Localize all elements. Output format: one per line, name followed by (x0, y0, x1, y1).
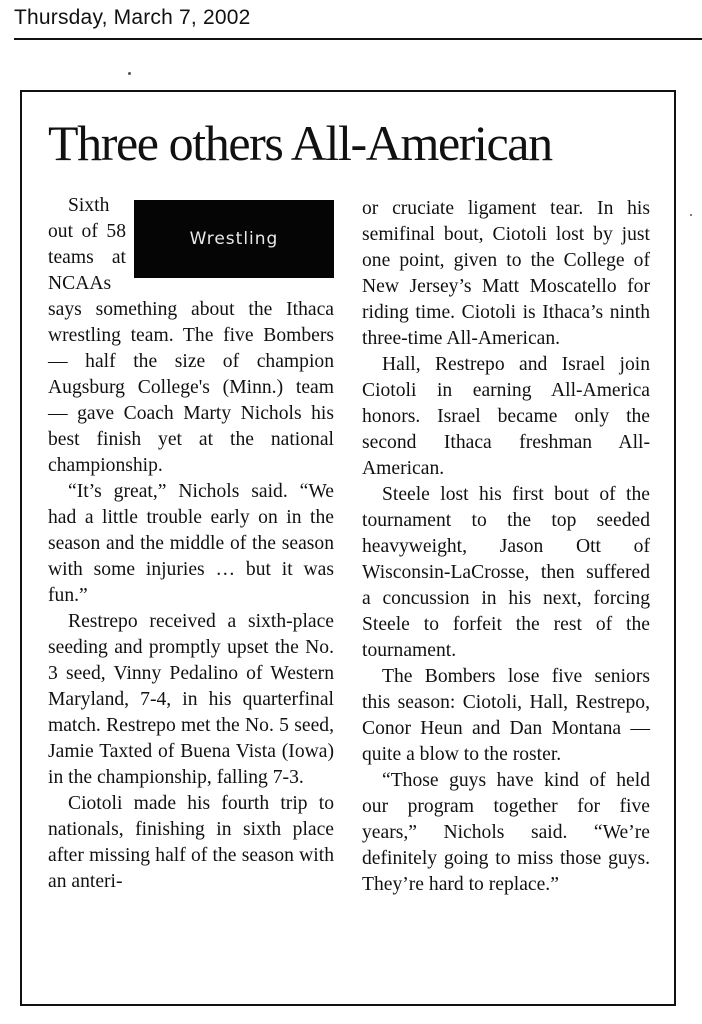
left-column (48, 193, 334, 895)
dateline: Thursday, March 7, 2002 (14, 6, 251, 29)
right-paragraph-4: The Bombers lose five seniors this season: Ciotoli, Hall, Restrepo, Conor Heun and Dan Montana — quite a blow to the roster. (362, 666, 650, 765)
right-column (362, 196, 650, 898)
scan-speck (128, 72, 131, 75)
wrestling-photo-placeholder (134, 200, 334, 278)
headline: Three others All-American (48, 115, 552, 171)
dateline-rule (14, 38, 702, 40)
right-paragraph-5: “Those guys have kind of held our program together for five years,” Nichols said. “We’re definitely going to miss those guys. They’re hard to replace.” (362, 770, 650, 895)
left-paragraph-2: “It’s great,” Nichols said. “We had a little trouble early on in the season and the middle of the season with some injuries … but it was fun.” (48, 481, 334, 606)
right-paragraph-3: Steele lost his first bout of the tournament to the top seeded heavyweight, Jason Ott of Wisconsin-LaCrosse, then suffered a concussion in his next, forcing Steele to forfeit the rest of the tournament. (362, 484, 650, 661)
photo-label: Wrestling (189, 229, 279, 249)
scan-speck (690, 214, 692, 216)
right-paragraph-1: or cruciate ligament tear. In his semifinal bout, Ciotoli lost by just one point, given to the College of New Jersey’s Matt Moscatello for riding time. Ciotoli is Ithaca’s ninth three-time All-American. (362, 198, 650, 349)
left-paragraph-3: Restrepo received a sixth-place seeding and promptly upset the No. 3 seed, Vinny Pedalino of Western Maryland, 7-4, in his quarterfinal match. Restrepo met the No. 5 seed, Jamie Taxted of Buena Vista (Iowa) in the championship, falling 7-3. (48, 611, 334, 788)
left-paragraph-4: Ciotoli made his fourth trip to nationals, finishing in sixth place after missing half of the season with an anteri- (48, 793, 334, 892)
right-paragraph-2: Hall, Restrepo and Israel join Ciotoli in earning All-America honors. Israel became only the second Ithaca freshman All-American. (362, 354, 650, 479)
left-paragraph-1: Sixth out of 58 teams at NCAAs says something about the Ithaca wrestling team. The five Bombers — half the size of champion Augsburg College's (Minn.) team — gave Coach Marty Nichols his best finish yet at the national championship. (48, 195, 334, 476)
